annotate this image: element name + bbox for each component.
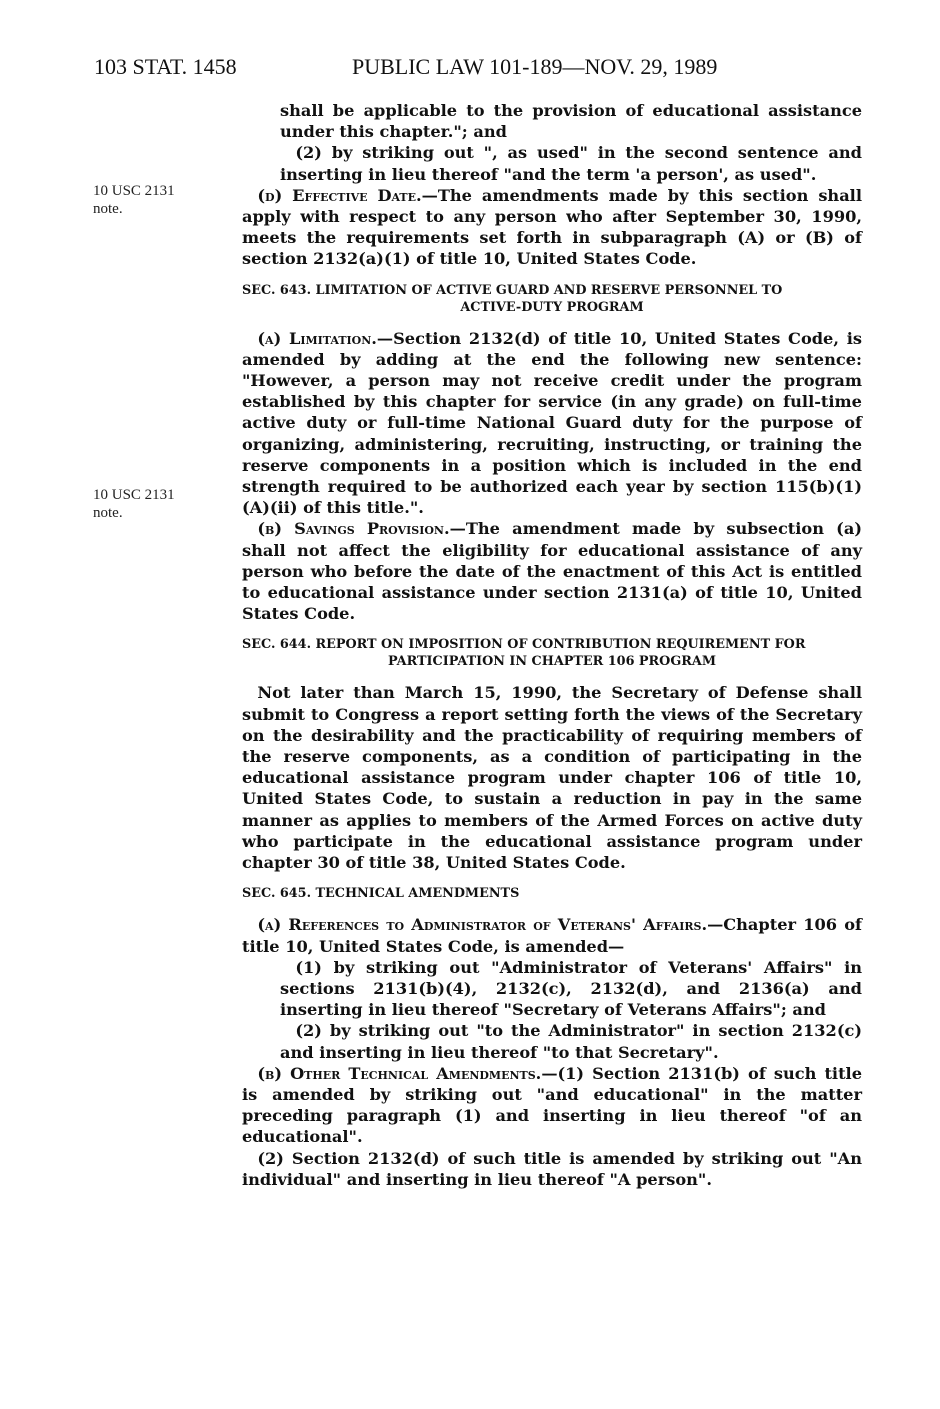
paragraph: (d) Effective Date.—The amendments made by this section shall apply with respect to any person who after September 30, 1990, meets the requirements set forth in subparagraph (A) or (B) of section 2132(a)(1) of title 10, United States Code.	[242, 185, 862, 269]
section-heading: SEC. 643. LIMITATION OF ACTIVE GUARD AND RESERVE PERSONNEL TO ACTIVE-DUTY PROGRAM	[242, 282, 783, 315]
paragraph: (b) Savings Provision.—The amendment made by subsection (a) shall not affect the eligibility for educational assistance of any person who before the date of the enactment of this Act is entitled to educational assistance under section 2131(a) of title 10, United States Code.	[242, 519, 862, 624]
subsection-heading: (b) Savings Provision.	[257, 519, 450, 539]
document-body	[242, 100, 862, 1190]
margin-note: 10 USC 2131 note.	[93, 487, 175, 521]
paragraph: (a) References to Administrator of Veterans' Affairs.—Chapter 106 of title 10, United States Code, is amended—	[242, 915, 862, 956]
margin-note: 10 USC 2131 note.	[93, 183, 175, 217]
page-reference: 103 STAT. 1458	[94, 54, 237, 79]
paragraph: (2) Section 2132(d) of such title is amended by striking out "An individual" and inserting in lieu thereof "A person".	[242, 1148, 862, 1189]
running-title: PUBLIC LAW 101-189—NOV. 29, 1989	[352, 54, 718, 79]
section-heading: SEC. 644. REPORT ON IMPOSITION OF CONTRIBUTION REQUIREMENT FOR PARTICIPATION IN CHAPTER 106 PROGRAM	[242, 637, 806, 670]
subsection-heading: (d) Effective Date.	[257, 185, 422, 205]
subsection-heading: (b) Other Technical Amendments.	[257, 1063, 542, 1083]
paragraph: shall be applicable to the provision of educational assistance under this chapter."; and	[280, 101, 862, 142]
subsection-heading: (a) References to Administrator of Veterans' Affairs.	[257, 915, 708, 935]
paragraph: (b) Other Technical Amendments.—(1) Section 2131(b) of such title is amended by striking out "and educational" in the matter preceding paragraph (1) and inserting in lieu thereof "of an educational".	[242, 1063, 862, 1147]
paragraph: (1) by striking out "Administrator of Veterans' Affairs" in sections 2131(b)(4), 2132(c), 2132(d), and 2136(a) and inserting in lieu thereof "Secretary of Veterans Affairs"; and	[280, 957, 862, 1020]
paragraph: Not later than March 15, 1990, the Secretary of Defense shall submit to Congress a report setting forth the views of the Secretary on the desirability and the practicability of requiring members of the reserve components, as a condition of participating in the educational assistance program under chapter 106 of title 10, United States Code, to sustain a reduction in pay in the same manner as applies to members of the Armed Forces on active duty who participate in the educational assistance program under chapter 30 of title 38, United States Code.	[242, 683, 862, 873]
paragraph: (2) by striking out ", as used" in the second sentence and inserting in lieu thereof "and the term 'a person', as used".	[280, 143, 862, 184]
paragraph: (2) by striking out "to the Administrator" in section 2132(c) and inserting in lieu thereof "to that Secretary".	[280, 1021, 862, 1062]
subsection-heading: (a) Limitation.	[257, 328, 377, 348]
paragraph: (a) Limitation.—Section 2132(d) of title 10, United States Code, is amended by adding at the end the following new sentence: "However, a person may not receive credit under the program established by this chapter for service (in any grade) on full-time active duty or full-time National Guard duty for the purpose of organizing, administering, recruiting, instructing, or training the reserve components in a position which is included in the end strength required to be authorized each year by section 115(b)(1)(A)(ii) of this title.".	[242, 328, 862, 518]
section-heading: SEC. 645. TECHNICAL AMENDMENTS	[242, 886, 520, 902]
